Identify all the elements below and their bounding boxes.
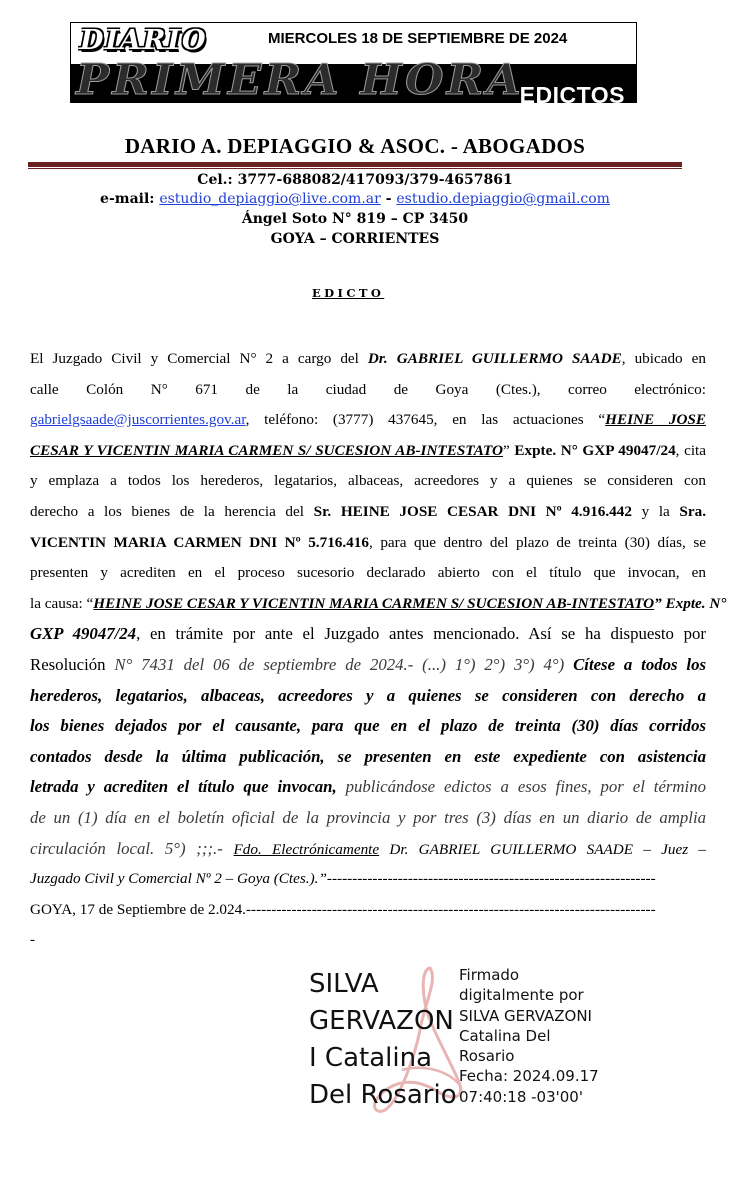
body-line xyxy=(30,436,706,467)
deceased-1: Sr. HEINE JOSE CESAR DNI Nº 4.916.442 xyxy=(313,502,632,520)
body-line: y emplaza a todos los herederos, legatarios, albaceas, acreedores y a quienes se consideren con xyxy=(30,472,706,490)
text: la causa: “ xyxy=(30,594,94,612)
body-line xyxy=(30,344,706,375)
email-separator: - xyxy=(385,191,392,207)
signature-detail-line: digitalmente por xyxy=(459,986,584,1005)
case-number: GXP 49047/24 xyxy=(30,624,137,644)
body-line xyxy=(30,589,727,620)
text: Dr. GABRIEL GUILLERMO SAADE – Juez – xyxy=(379,840,706,858)
signature-name-line: SILVA xyxy=(309,969,379,999)
email-link-2[interactable]: estudio.depiaggio@gmail.com xyxy=(396,191,610,207)
text: , cita xyxy=(675,441,707,459)
body-line xyxy=(30,619,706,650)
text: ” Expte. N° xyxy=(654,594,727,612)
text: circulación local. 5°) ;;;.- xyxy=(30,838,234,858)
case-title: CESAR Y VICENTIN MARIA CARMEN S/ SUCESION AB-INTESTATO xyxy=(30,441,503,459)
dash-fill: --------------------------------------------------------------------------------- xyxy=(245,900,656,918)
deceased-2: VICENTIN MARIA CARMEN DNI Nº 5.716.416 xyxy=(30,533,369,551)
text: Cítese a todos los xyxy=(573,654,707,674)
signature-name xyxy=(309,966,457,1114)
masthead-primera-hora: PRIMERA HORA xyxy=(76,55,524,104)
email-link-1[interactable]: estudio_depiaggio@live.com.ar xyxy=(159,191,381,207)
masthead xyxy=(70,22,637,108)
body-line: contados desde la última publicación, se presenten en este expediente con asistencia xyxy=(30,746,706,766)
firm-email-line xyxy=(0,190,710,209)
text: ” xyxy=(503,441,515,459)
text: , para que dentro del plazo de treinta (30) días, se xyxy=(368,533,706,551)
signature-detail-line: 07:40:18 -03'00' xyxy=(459,1087,583,1106)
signature-detail-line: Catalina Del xyxy=(459,1026,551,1045)
body-line xyxy=(30,895,706,926)
firm-name: DARIO A. DEPIAGGIO & ASOC. - ABOGADOS xyxy=(124,134,586,158)
dash-fill: ----------------------------------------------------------------- xyxy=(326,870,656,888)
masthead-date: MIERCOLES 18 DE SEPTIEMBRE DE 2024 xyxy=(268,30,568,47)
case-title: HEINE JOSE xyxy=(605,411,706,429)
edict-body xyxy=(30,344,727,956)
body-line xyxy=(30,772,706,803)
body-line: de un (1) día en el boletín oficial de la provincia y por tres (3) días en un diario de amplia xyxy=(30,807,706,827)
text: Sra. xyxy=(679,502,706,520)
judge-name: Dr. GABRIEL GUILLERMO SAADE xyxy=(367,350,622,367)
text: Resolución xyxy=(30,654,115,674)
closing-date: GOYA, 17 de Septiembre de 2.024. xyxy=(30,900,246,918)
text: , en trámite por ante el Juzgado antes mencionado. Así se ha dispuesto por xyxy=(136,624,706,644)
body-line: herederos, legatarios, albaceas, acreedores y a quienes se consideren con derecho a xyxy=(30,685,706,705)
firm-city: GOYA – CORRIENTES xyxy=(270,231,440,247)
body-line xyxy=(30,650,706,681)
text: letrada y acrediten el título que invocan, xyxy=(30,777,337,797)
signature-name-line: Del Rosario xyxy=(309,1080,457,1110)
body-line xyxy=(30,405,706,436)
text: El Juzgado Civil y Comercial N° 2 a cargo del xyxy=(30,350,368,367)
body-line: presenten y acrediten en el proceso sucesorio declarado abierto con el título que invocan, en xyxy=(30,564,706,582)
signature-detail-line: SILVA GERVAZONI xyxy=(459,1006,592,1025)
text: publicándose edictos a esos fines, por el término xyxy=(336,777,706,797)
text: y la xyxy=(631,502,680,520)
body-line xyxy=(30,864,706,895)
signed-electronically: Fdo. Electrónicamente xyxy=(233,840,380,858)
firm-address: Ángel Soto N° 819 – CP 3450 xyxy=(241,211,469,227)
text: Juzgado Civil y Comercial Nº 2 – Goya (Ctes.).” xyxy=(30,870,327,888)
edicto-title: EDICTO xyxy=(312,286,385,300)
text: , ubicado en xyxy=(621,350,706,367)
text: , teléfono: (3777) 437645, en las actuaciones “ xyxy=(245,411,606,429)
signature-detail-line: Fecha: 2024.09.17 xyxy=(459,1067,599,1086)
body-line xyxy=(30,834,706,865)
firm-divider-thin xyxy=(28,168,682,169)
signature-detail-line: Rosario xyxy=(459,1047,515,1066)
email-label: e-mail: xyxy=(100,191,155,207)
firm-phone: Cel.: 3777-688082/417093/379-4657861 xyxy=(197,172,513,188)
masthead-diario: DIARIO xyxy=(80,25,208,56)
signature-details xyxy=(459,965,599,1107)
body-line: los bienes dejados por el causante, para que en el plazo de treinta (30) días corridos xyxy=(30,716,706,736)
body-line: calle Colón N° 671 de la ciudad de Goya (Ctes.), correo electrónico: xyxy=(30,380,706,398)
firm-divider xyxy=(28,162,682,167)
masthead-section: EDICTOS xyxy=(519,82,625,108)
case-title: HEINE JOSE CESAR Y VICENTIN MARIA CARMEN S/ SUCESION AB-INTESTATO xyxy=(93,594,655,612)
body-line xyxy=(30,528,706,559)
signature-name-line: GERVAZON xyxy=(309,1006,454,1036)
resolution: N° 7431 del 06 de septiembre de 2024.- (...) 1°) 2°) 3°) 4°) xyxy=(114,654,574,674)
signature-detail-line: Firmado xyxy=(459,966,520,984)
text: derecho a los bienes de la herencia del xyxy=(30,502,314,520)
signature-name-line: I Catalina xyxy=(309,1043,433,1073)
court-email-link[interactable]: gabrielgsaade@juscorrientes.gov.ar xyxy=(30,411,246,429)
body-line xyxy=(30,497,706,528)
case-number: Expte. N° GXP 49047/24 xyxy=(514,441,676,459)
body-line: - xyxy=(30,931,36,949)
